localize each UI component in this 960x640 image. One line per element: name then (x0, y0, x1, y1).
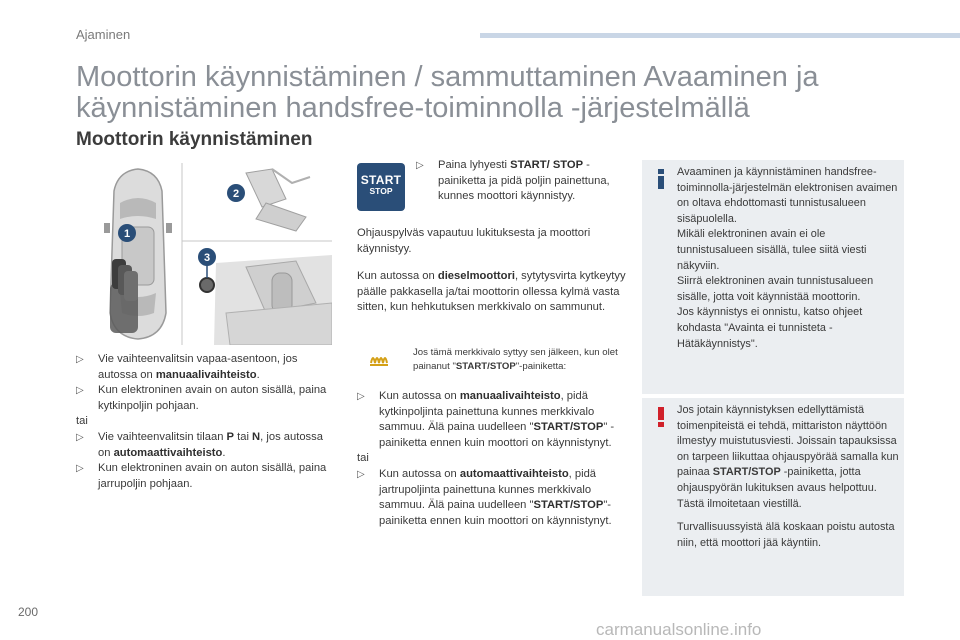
or-separator: tai (76, 415, 88, 428)
center-console-illustration (214, 255, 332, 345)
car-interior-illustration (96, 163, 332, 345)
header-rule (480, 33, 960, 38)
left-instructions (76, 352, 334, 492)
warning-box-text: Jos jotain käynnistyksen edellyttämistä toimenpiteistä ei tehdä, mittariston näyttöön ilmestyy muistutusviesti. Joissain tapauksissa on tarpeen liikuttaa ohjauspyörää samalla kun painaa START/STOP -painiketta, jotta ohjauspyörän lukituksen avaus helpottuu. Tästä ilmoitetaan viestillä. Turvallisuussyistä älä koskaan poistu autosta niin, että moottori jää käyntiin. (677, 404, 899, 549)
instruction-item: ▷ Kun autossa on manuaalivaihteisto, pidä kytkinpoljinta painettuna kunnes merkkivalo sammuu. Älä paina uudelleen "START/STOP" -painiketta ennen kuin moottori on käynnistynyt. (357, 390, 615, 449)
instruction-item: ▷ Kun elektroninen avain on auton sisällä, paina jarrupoljin pohjaan. (76, 462, 327, 490)
glow-plug-warning-icon (368, 349, 390, 367)
bullet-arrow-icon: ▷ (357, 391, 365, 402)
instruction-item: ▷ Vie vaihteenvalitsin vapaa-asentoon, jos autossa on manuaalivaihteisto. (76, 353, 298, 381)
info-icon (652, 168, 670, 190)
watermark: carmanualsonline.info (596, 620, 762, 639)
callout-3: 3 (203, 252, 211, 264)
bullet-arrow-icon: ▷ (357, 468, 365, 480)
instruction-item: ▷ Paina lyhyesti START/ STOP -painiketta ja pidä poljin painettuna, kunnes moottori käynnistyy. (416, 159, 610, 203)
bullet-arrow-icon: ▷ (76, 385, 84, 397)
bullet-arrow-icon: ▷ (76, 354, 84, 365)
instruction-item: ▷ Kun autossa on automaattivaihteisto, pidä jartrupoljinta painettuna kunnes merkkivalo sammuu. Älä paina uudelleen "START/STOP"-painiketta ennen kuin moottori on käynnistynyt. (357, 467, 612, 527)
warning-exclamation-icon (652, 406, 670, 428)
section-subtitle: Moottorin käynnistäminen (76, 129, 313, 150)
instruction-item: ▷ Kun elektroninen avain on auton sisällä, paina kytkinpoljin pohjaan. (76, 384, 327, 412)
illustration-svg (96, 163, 332, 345)
bullet-arrow-icon: ▷ (76, 463, 84, 475)
instruction-item: ▷ Vie vaihteenvalitsin tilaan P tai N, jos autossa on automaattivaihteisto. (76, 430, 323, 459)
callout-1: 1 (123, 228, 131, 240)
restart-instructions (357, 389, 619, 529)
warning-box (642, 398, 904, 596)
info-box (642, 160, 904, 394)
info-box-text: Avaaminen ja käynnistäminen handsfree-toiminnolla-järjestelmän elektronisen avaimen on oltava ehdottomasti tunnistusalueen sisäpuolella. Mikäli elektroninen avain ei ole tunnistusalueen sisällä, tulee siitä viesti näkyviin. Siirrä elektroninen avain tunnistusalueen sisälle, jotta voit käynnistää moottorin. Jos käynnistys ei onnistu, katso ohjeet kohdasta "Avainta ei tunnisteta - Hätäkäynnistys". (677, 166, 898, 350)
bullet-arrow-icon: ▷ (76, 431, 84, 443)
diesel-text: Kun autossa on dieselmoottori, sytytysvirta kytkeytyy päälle pakkasella ja/tai moottorin ollessa kylmä vasta sitten, kun hehkutuksen merkkivalo on sammunut. (357, 270, 626, 314)
start-stop-button-icon (200, 278, 214, 292)
car-top-view (104, 169, 172, 339)
page-title: Moottorin käynnistäminen / sammuttaminen Avaaminen ja käynnistäminen handsfree-toiminnolla -järjestelmällä (76, 61, 819, 124)
section-label: Ajaminen (76, 27, 131, 42)
bullet-arrow-icon: ▷ (416, 160, 424, 171)
or-separator: tai (357, 452, 369, 465)
start-stop-icon: START STOP (357, 163, 405, 211)
callout-2: 2 (232, 188, 240, 200)
steering-unlock-text: Ohjauspylväs vapautuu lukituksesta ja moottori käynnistyy. (357, 227, 591, 255)
page-number: 200 (18, 605, 39, 619)
press-instruction (416, 158, 626, 205)
glow-plug-note: Jos tämä merkkivalo syttyy sen jälkeen, kun olet painanut "START/STOP"-painiketta: (413, 347, 618, 372)
